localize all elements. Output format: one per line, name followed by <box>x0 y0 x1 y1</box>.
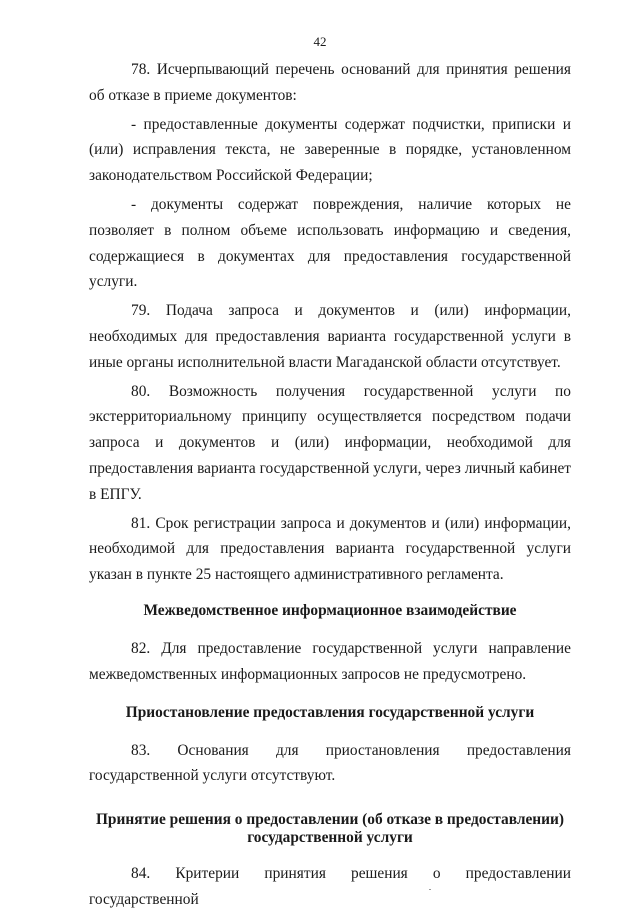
paragraph-83: 83. Основания для приостановления предоставления государственной услуги отсутствуют. <box>89 741 571 785</box>
list-item-damage: - документы содержат повреждения, наличие которых не позволяет в полном объеме использовать информацию и сведения, содержащиеся в документах для предоставления государственной услуги. <box>89 195 571 291</box>
list-item-erasures: - предоставленные документы содержат подчистки, приписки и (или) исправления текста, не заверенные в порядке, установленном законодательством Российской Федерации; <box>89 115 571 185</box>
paragraph-81: 81. Срок регистрации запроса и документов и (или) информации, необходимой для предоставления варианта государственной услуги указан в пункте 25 настоящего административного регламента. <box>89 514 571 584</box>
section-heading-decision-line2: государственной услуги <box>247 829 413 847</box>
paragraph-82: 82. Для предоставление государственной услуги направление межведомственных информационных запросов не предусмотрено. <box>89 639 571 683</box>
document-body <box>89 57 571 916</box>
section-heading-decision <box>89 811 571 847</box>
paragraph-79: 79. Подача запроса и документов и (или) информации, необходимых для предоставления варианта государственной услуги в иные органы исполнительной власти Магаданской области отсутствует. <box>89 302 571 371</box>
section-heading-decision-line1: Принятие решения о предоставлении (об отказе в предоставлении) <box>95 811 565 829</box>
section-heading-suspension: Приостановление предоставления государственной услуги <box>125 703 535 721</box>
paragraph-80: 80. Возможность получения государственной услуги по экстерриториальному принципу осуществляется посредством подачи запроса и документов и (или) информации, необходимой для предоставления варианта государственной услуги, через личный кабинет в ЕПГУ. <box>89 382 571 503</box>
paragraph-78: 78. Исчерпывающий перечень оснований для принятия решения об отказе в приеме документов: <box>89 61 571 104</box>
paragraph-84: 84. Критерии принятия решения о предоставлении государственной <box>89 865 571 908</box>
scan-speck <box>429 889 431 890</box>
section-heading-interagency: Межведомственное информационное взаимодействие <box>143 601 517 619</box>
page-number: 42 <box>313 34 327 49</box>
